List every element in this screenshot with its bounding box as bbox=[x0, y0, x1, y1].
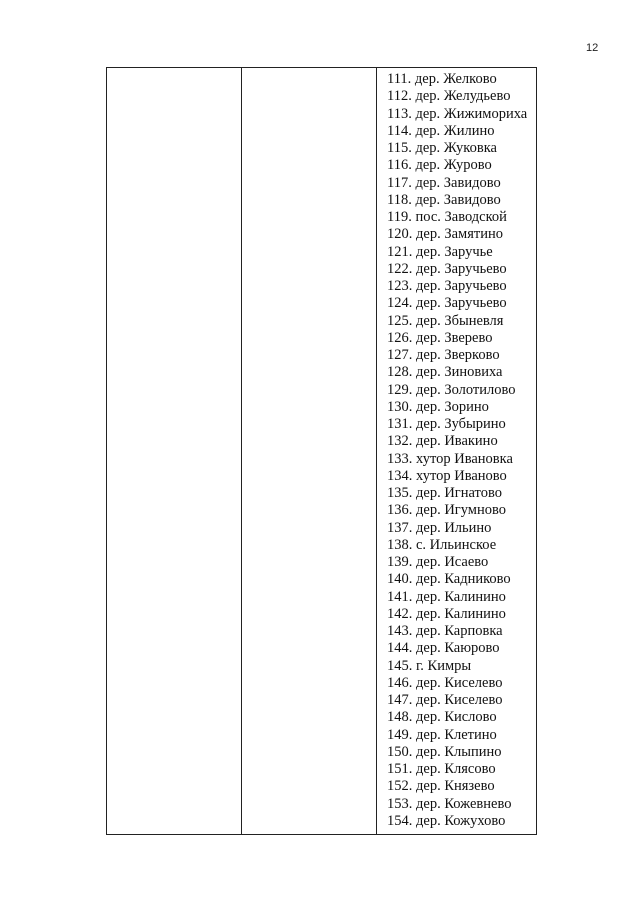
settlement-item: 131. дер. Зубырино bbox=[387, 416, 506, 432]
settlement-item: 128. дер. Зиновиха bbox=[387, 364, 503, 381]
settlement-item: 125. дер. Збыневля bbox=[387, 312, 504, 329]
settlement-item: 127. дер. Зверково bbox=[387, 347, 500, 363]
settlement-item: 149. дер. Клетино bbox=[387, 726, 497, 743]
column-divider bbox=[241, 68, 242, 834]
settlement-item: 120. дер. Замятино bbox=[387, 226, 503, 243]
settlement-item: 135. дер. Игнатово bbox=[387, 485, 502, 501]
settlement-item: 137. дер. Ильино bbox=[387, 519, 492, 536]
settlement-item: 123. дер. Заручьево bbox=[387, 278, 507, 294]
settlement-item: 133. хутор Ивановка bbox=[387, 450, 513, 467]
settlement-item: 119. пос. Заводской bbox=[387, 209, 507, 225]
settlement-item: 140. дер. Кадниково bbox=[387, 571, 511, 588]
settlement-item: 132. дер. Ивакино bbox=[387, 433, 498, 450]
settlement-item: 118. дер. Завидово bbox=[387, 191, 501, 208]
column-divider bbox=[376, 68, 377, 834]
settlement-item: 112. дер. Желудьево bbox=[387, 88, 511, 105]
settlement-item: 116. дер. Журово bbox=[387, 157, 492, 174]
settlement-item: 144. дер. Каюрово bbox=[387, 640, 500, 657]
settlement-item: 111. дер. Желково bbox=[387, 71, 497, 87]
settlement-item: 113. дер. Жижимориха bbox=[387, 105, 528, 122]
settlement-item: 117. дер. Завидово bbox=[387, 174, 501, 191]
settlement-item: 136. дер. Игумново bbox=[387, 502, 506, 519]
settlement-item: 150. дер. Клыпино bbox=[387, 743, 502, 760]
settlement-item: 145. г. Кимры bbox=[387, 657, 472, 674]
settlement-item: 126. дер. Зверево bbox=[387, 329, 493, 346]
settlement-item: 143. дер. Карповка bbox=[387, 623, 503, 639]
settlement-item: 151. дер. Клясово bbox=[387, 761, 496, 777]
settlement-item: 138. с. Ильинское bbox=[387, 536, 497, 553]
settlement-item: 114. дер. Жилино bbox=[387, 122, 495, 139]
settlement-item: 130. дер. Зорино bbox=[387, 398, 489, 415]
settlement-item: 142. дер. Калинино bbox=[387, 605, 506, 622]
settlement-item: 141. дер. Калинино bbox=[387, 588, 506, 605]
settlement-item: 129. дер. Золотилово bbox=[387, 381, 516, 398]
page-number: 12 bbox=[586, 42, 599, 54]
settlement-item: 134. хутор Иваново bbox=[387, 467, 507, 484]
settlement-item: 121. дер. Заручье bbox=[387, 243, 493, 260]
settlement-item: 152. дер. Князево bbox=[387, 778, 495, 795]
settlement-item: 122. дер. Заручьево bbox=[387, 260, 507, 277]
settlement-item: 146. дер. Киселево bbox=[387, 674, 503, 691]
settlements-table bbox=[106, 67, 537, 835]
settlement-item: 139. дер. Исаево bbox=[387, 554, 489, 570]
settlement-item: 124. дер. Заручьево bbox=[387, 295, 507, 312]
settlement-item: 153. дер. Кожевнево bbox=[387, 795, 512, 812]
settlement-list bbox=[387, 71, 527, 830]
settlement-item: 154. дер. Кожухово bbox=[387, 812, 506, 829]
settlement-item: 147. дер. Киселево bbox=[387, 692, 503, 708]
settlement-item: 115. дер. Жуковка bbox=[387, 140, 497, 156]
settlement-item: 148. дер. Кислово bbox=[387, 709, 497, 726]
